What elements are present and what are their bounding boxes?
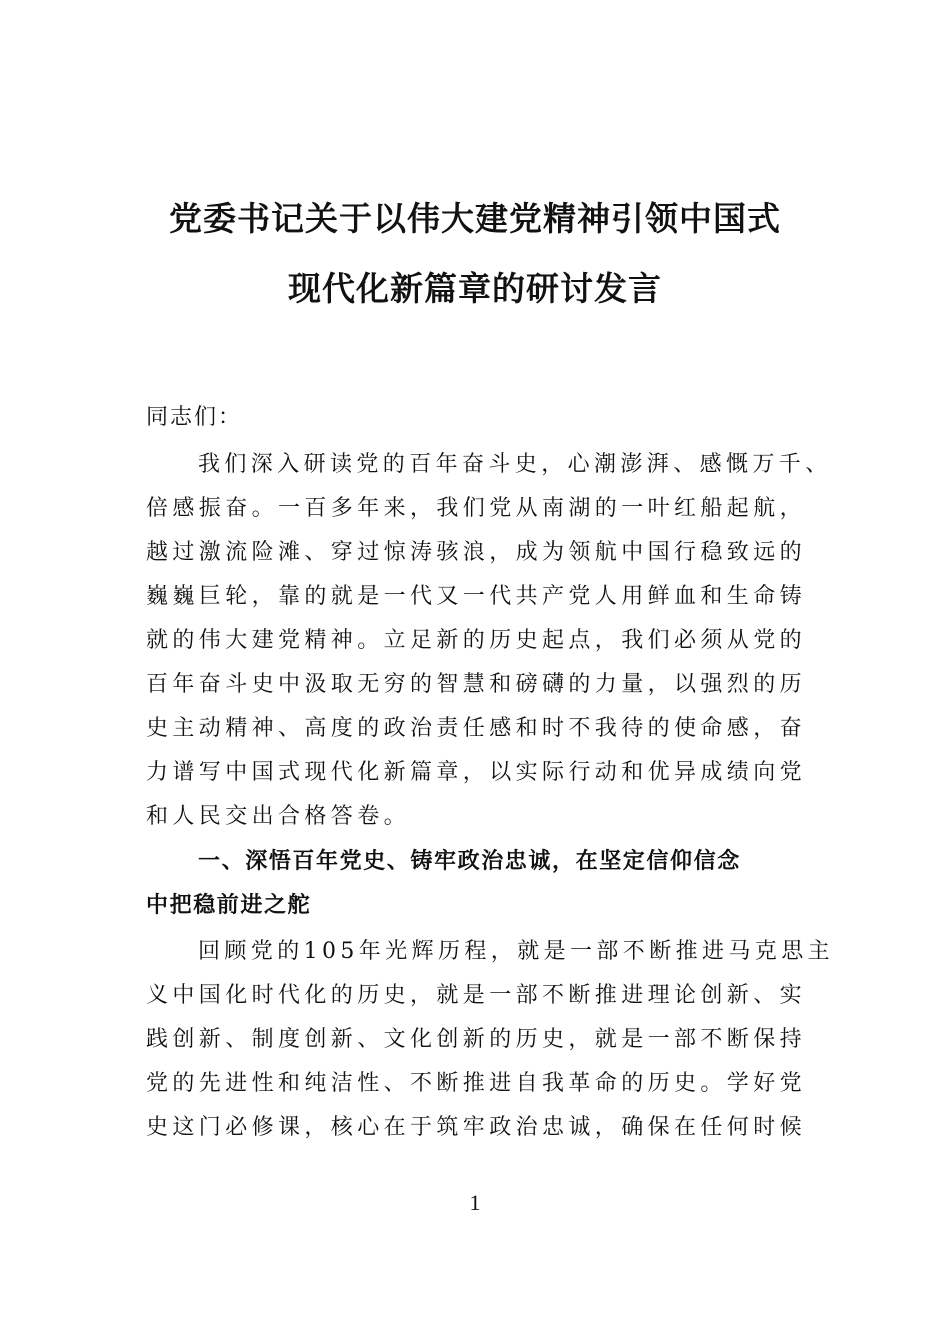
- page-number: 1: [469, 1190, 481, 1215]
- paragraph1-line-4: 巍巍巨轮，靠的就是一代又一代共产党人用鲜血和生命铸: [146, 584, 807, 609]
- paragraph1-line-9: 和人民交出合格答卷。: [146, 804, 411, 829]
- paragraph1-line-2: 倍感振奋。一百多年来，我们党从南湖的一叶红船起航，: [146, 496, 807, 521]
- document-title-line-2: 现代化新篇章的研讨发言: [288, 269, 662, 308]
- paragraph1-line-1: 我们深入研读党的百年奋斗史，心潮澎湃、感慨万千、: [198, 452, 832, 477]
- paragraph1-line-3: 越过激流险滩、穿过惊涛骇浪，成为领航中国行稳致远的: [146, 540, 807, 565]
- section-heading-line-1: 一、深悟百年党史、铸牢政治忠诚，在坚定信仰信念: [198, 849, 741, 874]
- paragraph2-line-2: 义中国化时代化的历史，就是一部不断推进理论创新、实: [146, 983, 807, 1008]
- paragraph2-line-5: 史这门必修课，核心在于筑牢政治忠诚，确保在任何时候: [146, 1115, 807, 1140]
- paragraph2-line-4: 党的先进性和纯洁性、不断推进自我革命的历史。学好党: [146, 1071, 807, 1096]
- salutation: 同志们：: [146, 405, 243, 430]
- document-title-line-1: 党委书记关于以伟大建党精神引领中国式: [169, 199, 781, 238]
- paragraph2-line-1: 回顾党的105年光辉历程，就是一部不断推进马克思主: [198, 939, 834, 964]
- paragraph1-line-8: 力谱写中国式现代化新篇章，以实际行动和优异成绩向党: [146, 760, 807, 785]
- section-heading-line-2: 中把稳前进之舵: [146, 893, 312, 918]
- paragraph1-line-6: 百年奋斗史中汲取无穷的智慧和磅礴的力量，以强烈的历: [146, 672, 807, 697]
- paragraph1-line-7: 史主动精神、高度的政治责任感和时不我待的使命感，奋: [146, 716, 807, 741]
- paragraph2-line-3: 践创新、制度创新、文化创新的历史，就是一部不断保持: [146, 1027, 807, 1052]
- paragraph1-line-5: 就的伟大建党精神。立足新的历史起点，我们必须从党的: [146, 628, 807, 653]
